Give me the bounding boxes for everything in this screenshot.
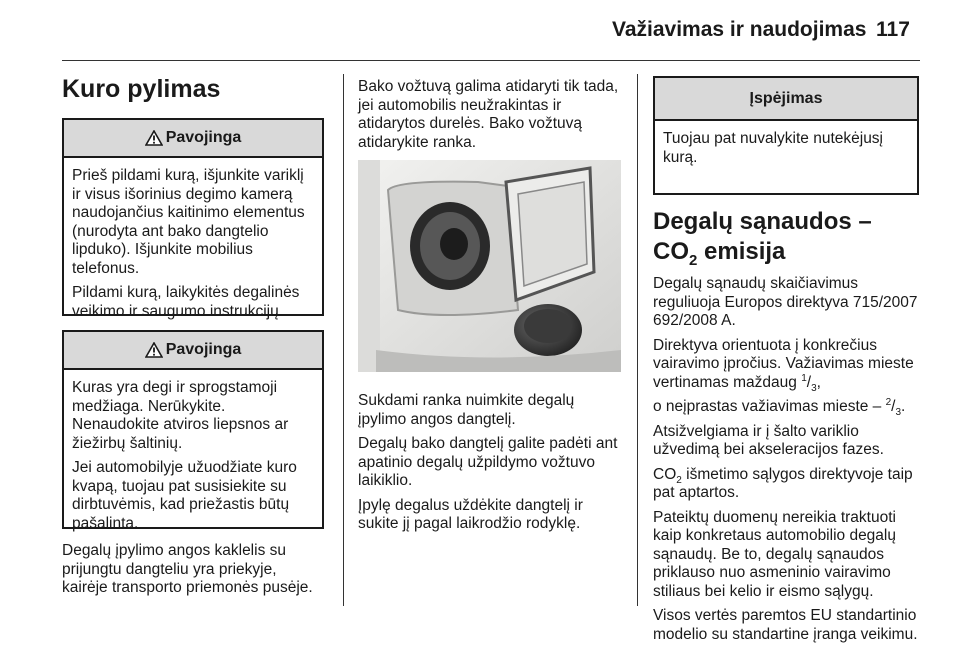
fraction-numerator: 1: [801, 372, 807, 384]
fuel-flap-text: Bako vožtuvą galima atidaryti tik tada, jei automobilis neužrakintas ir atidarytos durelės. Bako vožtuvą atidarykite ranka.: [358, 78, 619, 151]
heading-line-1: Degalų sąnaudos –: [653, 208, 872, 235]
running-header: Važiavimas ir naudojimas: [612, 18, 867, 41]
column-divider-1: [343, 74, 344, 606]
text-run: ,: [816, 373, 821, 391]
text-run: o neįprastas važiavimas mieste –: [653, 398, 886, 415]
section-heading-refueling: Kuro pylimas: [62, 75, 221, 103]
column-2: [358, 78, 624, 540]
remove-cap-text: Sukdami ranka nuimkite degalų įpylimo angos dangtelį.: [358, 392, 575, 428]
fraction-denominator: 3: [895, 407, 902, 419]
caution-box-body: [655, 121, 917, 167]
column-1: [62, 74, 324, 604]
fuel-filler-location-text: Degalų įpylimo angos kaklelis su prijungtu dangteliu yra priekyje, kairėje transporto priemonės pusėje.: [62, 542, 313, 596]
caution-box-header: [655, 78, 917, 121]
fraction-slash: /: [806, 373, 812, 391]
fuel-filler-photo: [358, 160, 621, 372]
caution-box-label: Įspėjimas: [749, 89, 823, 107]
eu-standard-text: Visos vertės paremtos EU standartinio modelio su standartine įranga veikimu.: [653, 607, 918, 643]
text-run: CO: [653, 465, 677, 483]
danger-box-body: [64, 158, 322, 321]
danger-box-label: Pavojinga: [165, 129, 242, 146]
danger-text-2: Pildami kurą, laikykitės degalinės veikimo ir saugumo instrukcijų.: [72, 284, 300, 320]
caution-text: Tuojau pat nuvalykite nutekėjusį kurą.: [663, 130, 884, 166]
danger-text-1: Kuras yra degi ir sprogstamoji medžiaga. Nerūkykite. Nenaudokite atviros liepsnos ar žiežirbų šaltinių.: [72, 379, 289, 452]
heading-subscript: 2: [689, 251, 698, 269]
header-rule: [62, 60, 920, 61]
fraction-denominator: 3: [811, 382, 817, 394]
heading-co: CO: [653, 238, 689, 265]
cap-holder-text: Degalų bako dangtelį galite padėti ant apatinio degalų užpildymo vožtuvo laikiklio.: [358, 435, 618, 489]
column-3: [653, 76, 921, 650]
danger-box-2: [62, 330, 324, 532]
disclaimer-text: Pateiktų duomenų nereikia traktuoti kaip konkretaus automobilio degalų sąnaudų. Be to, degalų sąnaudos priklauso nuo asmeninio vairavimo stiliaus bei kelio ir eismo sąlygų.: [653, 508, 896, 600]
danger-text-1: Prieš pildami kurą, išjunkite variklį ir visus išorinius degimo kamerą naudojančius kaitinimo elementus (nurodyta ant bako dangtelio lipduko). Išjunkite mobilius telefonus.: [72, 167, 305, 277]
co2-conditions-text: [653, 466, 921, 503]
subscript: 2: [676, 474, 682, 486]
cold-start-text: Atsižvelgiama ir į šalto variklio užvedimą bei akseleracijos fazes.: [653, 422, 884, 458]
danger-box-header: [64, 120, 322, 158]
section-heading-consumption: [653, 207, 921, 267]
fraction-numerator: 2: [885, 396, 892, 408]
warning-triangle-icon: [145, 130, 163, 146]
danger-box-1: [62, 118, 324, 320]
caution-box: [653, 76, 919, 195]
danger-box-header: [64, 332, 322, 370]
danger-box-body: [64, 370, 322, 533]
fuel-filler-illustration: [358, 160, 621, 372]
text-run: Direktyva orientuota į konkrečius vairavimo įpročius. Važiavimas mieste vertinamas maždaug: [653, 336, 914, 391]
text-run: išmetimo sąlygos direktyvoje taip pat aptartos.: [653, 465, 913, 501]
extra-urban-text: [653, 398, 921, 417]
page-number: 117: [876, 18, 910, 41]
driving-habits-text: [653, 337, 921, 393]
danger-box-label: Pavojinga: [165, 341, 242, 358]
column-divider-2: [637, 74, 638, 606]
directive-text: Degalų sąnaudų skaičiavimus reguliuoja Europos direktyva 715/2007 692/2008 A.: [653, 275, 918, 329]
warning-triangle-icon: [145, 342, 163, 358]
danger-text-2: Jei automobilyje užuodžiate kuro kvapą, tuojau pat susisiekite su dirbtuvėmis, kad priežastis būtų pašalinta.: [72, 459, 297, 532]
text-run: .: [901, 398, 906, 415]
fraction-slash: /: [891, 398, 896, 415]
heading-emission: emisija: [697, 238, 786, 265]
refit-cap-text: Įpylę degalus uždėkite dangtelį ir sukite jį pagal laikrodžio rodyklę.: [358, 496, 583, 532]
